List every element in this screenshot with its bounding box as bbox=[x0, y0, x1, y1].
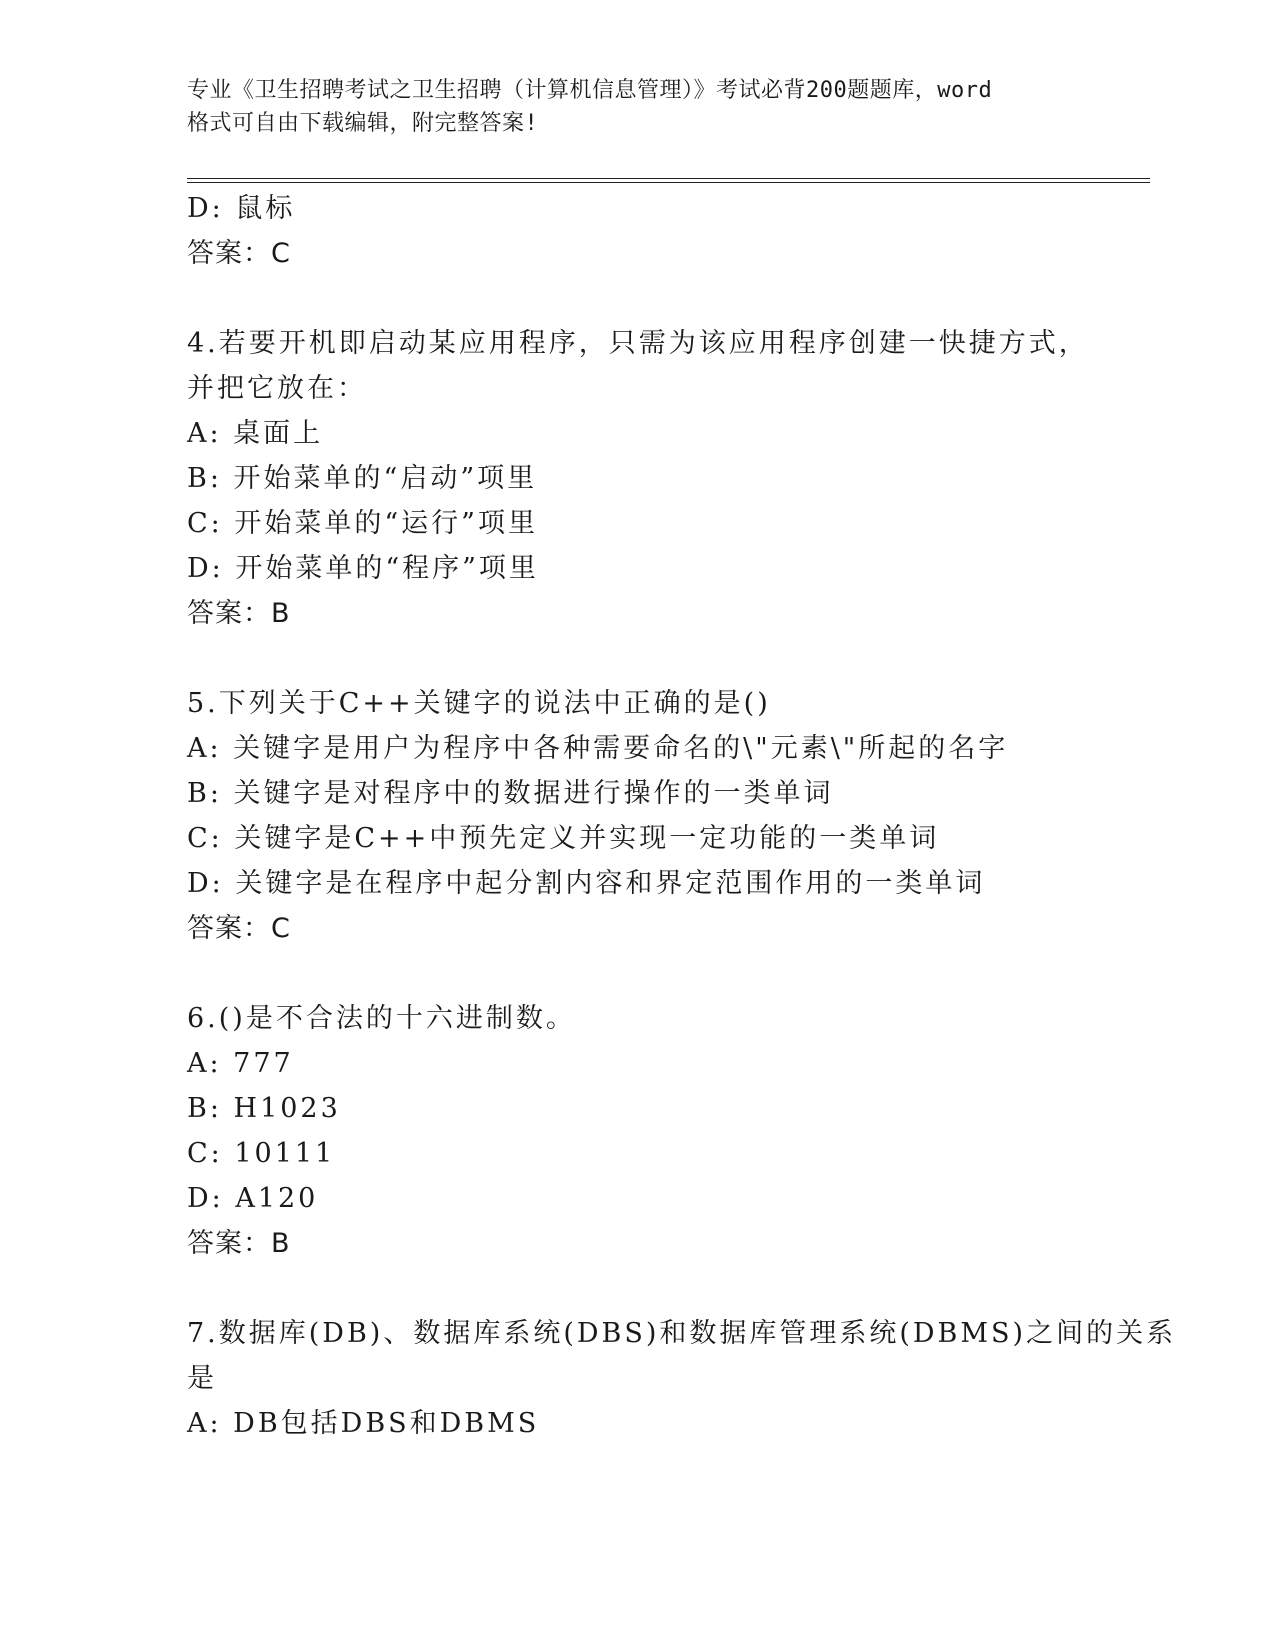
option-d: D: 鼠标 bbox=[187, 193, 296, 224]
question-7 bbox=[187, 1311, 1177, 1446]
option-d: D: 开始菜单的“程序”项里 bbox=[187, 553, 539, 584]
question-5 bbox=[187, 681, 1107, 951]
header-line-1: 专业《卫生招聘考试之卫生招聘（计算机信息管理）》考试必背200题题库，word bbox=[187, 78, 993, 103]
document-body bbox=[187, 186, 1177, 1446]
option-b: B: 开始菜单的“启动”项里 bbox=[187, 463, 538, 494]
option-d: D: 关键字是在程序中起分割内容和界定范围作用的一类单词 bbox=[187, 868, 986, 899]
option-c: C: 10111 bbox=[187, 1138, 336, 1169]
header-divider-top bbox=[187, 178, 1150, 179]
question-6 bbox=[187, 996, 1107, 1266]
answer: 答案：B bbox=[187, 1228, 291, 1259]
spacer bbox=[187, 276, 1107, 321]
option-b: B: 关键字是对程序中的数据进行操作的一类单词 bbox=[187, 778, 834, 809]
option-a: A: 关键字是用户为程序中各种需要命名的\"元素\"所起的名字 bbox=[187, 733, 1009, 764]
question-stem: 6.()是不合法的十六进制数。 bbox=[187, 1003, 576, 1034]
option-d: D: A120 bbox=[187, 1183, 319, 1214]
question-stem: 4.若要开机即启动某应用程序，只需为该应用程序创建一快捷方式， bbox=[187, 328, 1089, 359]
option-a: A: 桌面上 bbox=[187, 418, 324, 449]
question-stem-continued: 并把它放在： bbox=[187, 373, 367, 404]
answer: 答案：B bbox=[187, 598, 291, 629]
option-c: C: 关键字是C++中预先定义并实现一定功能的一类单词 bbox=[187, 823, 940, 854]
header-divider-bottom bbox=[187, 182, 1150, 183]
answer: 答案：C bbox=[187, 913, 291, 944]
question-stem: 7.数据库(DB)、数据库系统(DBS)和数据库管理系统(DBMS)之间的关系 bbox=[187, 1318, 1177, 1349]
option-a: A: 777 bbox=[187, 1048, 294, 1079]
question-4 bbox=[187, 321, 1107, 636]
question-stem: 5.下列关于C++关键字的说法中正确的是() bbox=[187, 688, 771, 719]
document-header bbox=[187, 74, 1107, 140]
option-a: A: DB包括DBS和DBMS bbox=[187, 1408, 540, 1439]
option-c: C: 开始菜单的“运行”项里 bbox=[187, 508, 538, 539]
carryover-block bbox=[187, 186, 1107, 276]
header-line-2: 格式可自由下载编辑，附完整答案! bbox=[187, 111, 539, 136]
spacer bbox=[187, 1266, 1107, 1311]
spacer bbox=[187, 951, 1107, 996]
spacer bbox=[187, 636, 1107, 681]
option-b: B: H1023 bbox=[187, 1093, 341, 1124]
question-stem-continued: 是 bbox=[187, 1363, 217, 1394]
answer: 答案：C bbox=[187, 238, 291, 269]
